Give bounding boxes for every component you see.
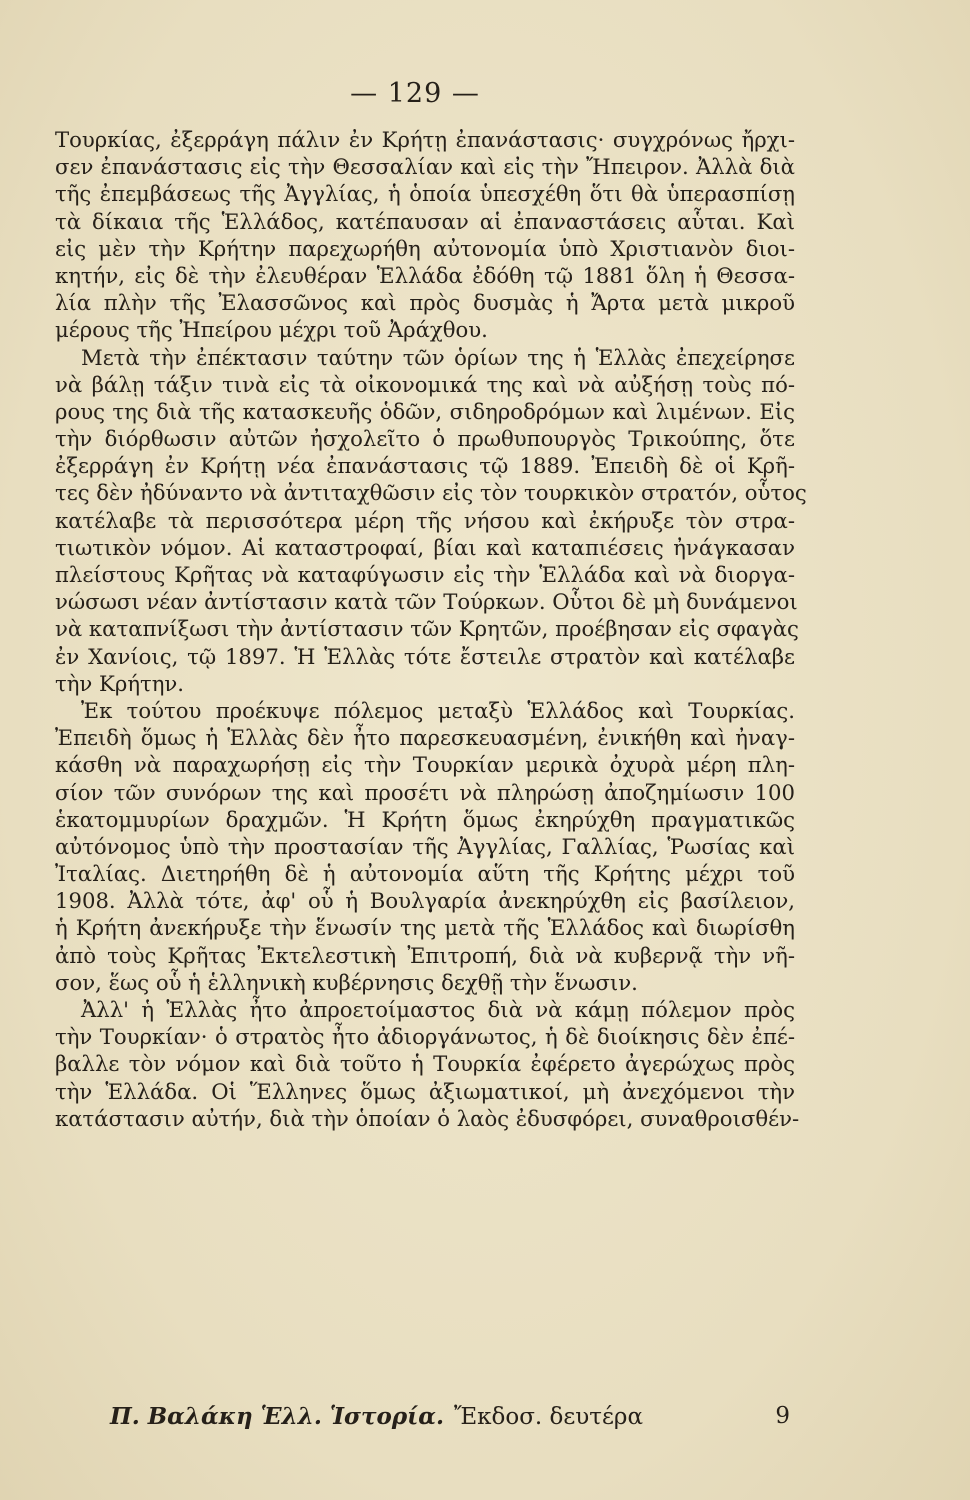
edition-label: Ἔκδοσ. δευτέρα — [453, 1404, 643, 1430]
text-line: Ἰταλίας. Διετηρήθη δὲ ἡ αὐτονομία αὕτη τῆς Κρήτης μέχρι τοῦ — [55, 861, 795, 887]
text-line: Ἀλλ' ἡ Ἑλλὰς ἦτο ἀπροετοίμαστος διὰ νὰ κάμῃ πόλεμον πρὸς — [81, 997, 795, 1022]
text-line: σεν ἐπανάστασις εἰς τὴν Θεσσαλίαν καὶ εἰς τὴν Ἤπειρον. Ἀλλὰ διὰ — [55, 154, 795, 180]
text-line: τὰ δίκαια τῆς Ἑλλάδος, κατέπαυσαν αἱ ἐπαναστάσεις αὗται. Καὶ — [55, 208, 795, 234]
text-line: τὴν Τουρκίαν· ὁ στρατὸς ἦτο ἀδιοργάνωτος, ἡ δὲ διοίκησις δὲν ἐπέ- — [55, 1024, 795, 1050]
text-line: σίον τῶν συνόρων της καὶ προσέτι νὰ πληρώσῃ ἀποζημίωσιν 100 — [55, 779, 795, 805]
sheet-number: 9 — [775, 1403, 790, 1429]
text-line: πλείστους Κρῆτας νὰ καταφύγωσιν εἰς τὴν Ἑλλάδα καὶ νὰ διοργα- — [55, 562, 795, 587]
text-line: 1908. Ἀλλὰ τότε, ἀφ' οὗ ἡ Βουλγαρία ἀνεκηρύχθη εἰς βασίλειον, — [55, 888, 795, 914]
text-line: ἡ Κρήτη ἀνεκήρυξε τὴν ἕνωσίν της μετὰ τῆς Ἑλλάδος καὶ διωρίσθη — [55, 915, 795, 941]
text-line: ἐν Χανίοις, τῷ 1897. Ἡ Ἑλλὰς τότε ἔστειλε στρατὸν καὶ κατέλαβε — [55, 643, 795, 669]
text-line: κητήν, εἰς δὲ τὴν ἐλευθέραν Ἑλλάδα ἐδόθη τῷ 1881 ὅλη ἡ Θεσσα- — [55, 262, 795, 288]
text-line: ἑκατομμυρίων δραχμῶν. Ἡ Κρήτη ὅμως ἐκηρύχθη πραγματικῶς — [55, 806, 795, 832]
body-text — [55, 126, 807, 1132]
text-line: κάσθη νὰ παραχωρήσῃ εἰς τὴν Τουρκίαν μερικὰ ὀχυρὰ μέρη πλη- — [55, 752, 795, 778]
text-line: τῆς ἐπεμβάσεως τῆς Ἀγγλίας, ἡ ὁποία ὑπεσχέθη ὅτι θὰ ὑπερασπίσῃ — [55, 181, 795, 207]
text-line: τες δὲν ἠδύναντο νὰ ἀντιταχθῶσιν εἰς τὸν τουρκικὸν στρατόν, οὗτος — [55, 480, 807, 506]
text-line: Ἐκ τούτου προέκυψε πόλεμος μεταξὺ Ἑλλάδος καὶ Τουρκίας. — [81, 697, 795, 723]
text-line: σον, ἕως οὗ ἡ ἑλληνικὴ κυβέρνησις δεχθῇ τὴν ἕνωσιν. — [55, 969, 638, 995]
text-line: τὴν Ἑλλάδα. Οἱ Ἕλληνες ὅμως ἀξιωματικοί, μὴ ἀνεχόμενοι τὴν — [55, 1078, 795, 1104]
text-line: μέρους τῆς Ἠπείρου μέχρι τοῦ Ἀράχθου. — [55, 317, 488, 343]
page-footer — [110, 1403, 790, 1430]
text-line: αὐτόνομος ὑπὸ τὴν προστασίαν τῆς Ἀγγλίας, Γαλλίας, Ῥωσίας καὶ — [55, 833, 795, 859]
text-line: τὴν Κρήτην. — [55, 670, 185, 696]
text-line: τιωτικὸν νόμον. Αἱ καταστροφαί, βίαι καὶ καταπιέσεις ἠνάγκασαν — [55, 534, 795, 560]
text-line: νώσωσι νέαν ἀντίστασιν κατὰ τῶν Τούρκων. Οὗτοι δὲ μὴ δυνάμενοι — [55, 589, 798, 615]
text-line: ἀπὸ τοὺς Κρῆτας Ἐκτελεστικὴ Ἐπιτροπή, διὰ νὰ κυβερνᾷ τὴν νῆ- — [55, 942, 795, 968]
text-line: Τουρκίας, ἐξερράγη πάλιν ἐν Κρήτῃ ἐπανάστασις· συγχρόνως ἤρχι- — [55, 127, 795, 152]
text-line: λία πλὴν τῆς Ἐλασσῶνος καὶ πρὸς δυσμὰς ἡ Ἄρτα μετὰ μικροῦ — [55, 290, 795, 316]
page-number: — 129 — — [350, 78, 480, 109]
text-line: κατέλαβε τὰ περισσότερα μέρη τῆς νήσου καὶ ἐκήρυξε τὸν στρα- — [55, 507, 795, 533]
text-line: τὴν διόρθωσιν αὐτῶν ἠσχολεῖτο ὁ πρωθυπουργὸς Τρικούπης, ὅτε — [55, 426, 795, 452]
text-line: Ἐπειδὴ ὅμως ἡ Ἑλλὰς δὲν ἦτο παρεσκευασμένη, ἐνικήθη καὶ ἠναγ- — [55, 725, 795, 751]
signature-title: Π. Βαλάκη Ἑλλ. Ἱστορία. — [110, 1403, 444, 1430]
text-line: ρους της διὰ τῆς κατασκευῆς ὁδῶν, σιδηροδρόμων καὶ λιμένων. Εἰς — [55, 398, 795, 424]
book-signature — [110, 1403, 643, 1430]
text-line: ἐξερράγη ἐν Κρήτῃ νέα ἐπανάστασις τῷ 1889. Ἐπειδὴ δὲ οἱ Κρῆ- — [55, 453, 795, 479]
text-line: κατάστασιν αὐτήν, διὰ τὴν ὁποίαν ὁ λαὸς ἐδυσφόρει, συναθροισθέν- — [55, 1105, 800, 1131]
text-line: νὰ καταπνίξωσι τὴν ἀντίστασιν τῶν Κρητῶν, προέβησαν εἰς σφαγὰς — [55, 616, 799, 642]
text-line: εἰς μὲν τὴν Κρήτην παρεχωρήθη αὐτονομία ὑπὸ Χριστιανὸν διοι- — [55, 235, 795, 261]
text-line: βαλλε τὸν νόμον καὶ διὰ τοῦτο ἡ Τουρκία ἐφέρετο ἀγερώχως πρὸς — [55, 1051, 795, 1077]
text-line: νὰ βάλῃ τάξιν τινὰ εἰς τὰ οἰκονομικά της καὶ νὰ αὐξήσῃ τοὺς πό- — [55, 371, 795, 397]
text-line: Μετὰ τὴν ἐπέκτασιν ταύτην τῶν ὁρίων της ἡ Ἑλλὰς ἐπεχείρησε — [81, 344, 795, 370]
